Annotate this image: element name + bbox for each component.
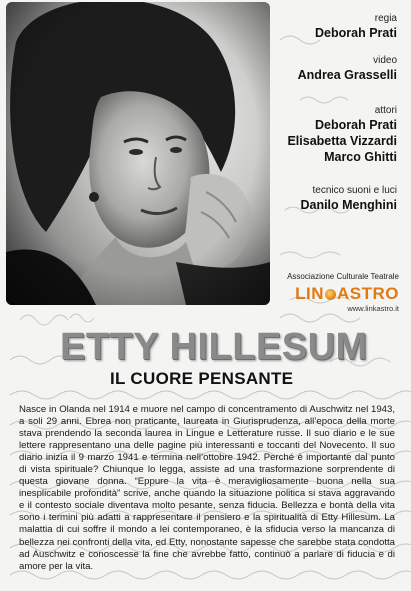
credit-name-actor-1: Deborah Prati	[315, 118, 397, 132]
credit-name-video: Andrea Grasselli	[297, 68, 397, 82]
credit-name-actor-2: Elisabetta Vizzardi	[287, 134, 397, 148]
logo-sun-icon	[325, 289, 336, 300]
poster-subtitle: IL CUORE PENSANTE	[110, 369, 294, 388]
credit-role-direction: regia	[374, 13, 397, 24]
poster-title: ETTY HILLESUM	[60, 326, 368, 368]
association-label: Associazione Culturale Teatrale	[287, 272, 399, 281]
logo-text-right: ASTRO	[337, 284, 399, 303]
association-block	[269, 272, 399, 314]
logo-text-left: LIN	[295, 284, 324, 303]
association-url: www.linkastro.it	[347, 304, 399, 313]
credits	[247, 0, 397, 213]
linkastro-logo	[269, 285, 399, 303]
credit-role-video: video	[373, 55, 397, 66]
credit-role-sound-light: tecnico suoni e luci	[312, 185, 397, 196]
credit-role-actors: attori	[374, 105, 397, 116]
credit-name-technician: Danilo Menghini	[300, 198, 397, 212]
portrait-photo	[6, 2, 270, 305]
credit-name-director: Deborah Prati	[315, 26, 397, 40]
description-text: Nasce in Olanda nel 1914 e muore nel campo di concentramento di Auschwitz nel 1943, a soli 29 anni. Ebrea non praticante, laureata in Giurisprudenza, all’epoca della morte stava prendendo la seconda laurea in Lingue e Letterature russe. Il suo diario e le sue lettere rappresentano una delle pagine più interessanti e toccanti del Novecento. Il suo diario inizia il 9 marzo 1941 e termina nell’ottobre 1942. Perché è importante dal punto di vista spirituale? Chiunque lo legga, assiste ad una trasformazione sorprendente di questa giovane donna. “Eppure la vita è meravigliosamente buona nella sua inesplicabile profondità” scrive, anche quando la situazione politica si stava aggravando e il contesto sociale diventava molto pesante, senza fiducia. Bellezza e bontà della vita sono i termini più adatti a rappresentare il pensiero e la spiritualità di Etty Hillesum. La malattia di cui soffre il mondo a lei contemporaneo, è la sfiducia verso la mancanza di bellezza nei confronti della vita, ed Etty, nonostante sapesse che sarebbe stata condotta ad Auschwitz e conoscesse la fine che avrebbe fatto, continuò a parlare di fiducia e di amore per la vita.	[19, 404, 395, 572]
credit-name-actor-3: Marco Ghitti	[324, 150, 397, 164]
